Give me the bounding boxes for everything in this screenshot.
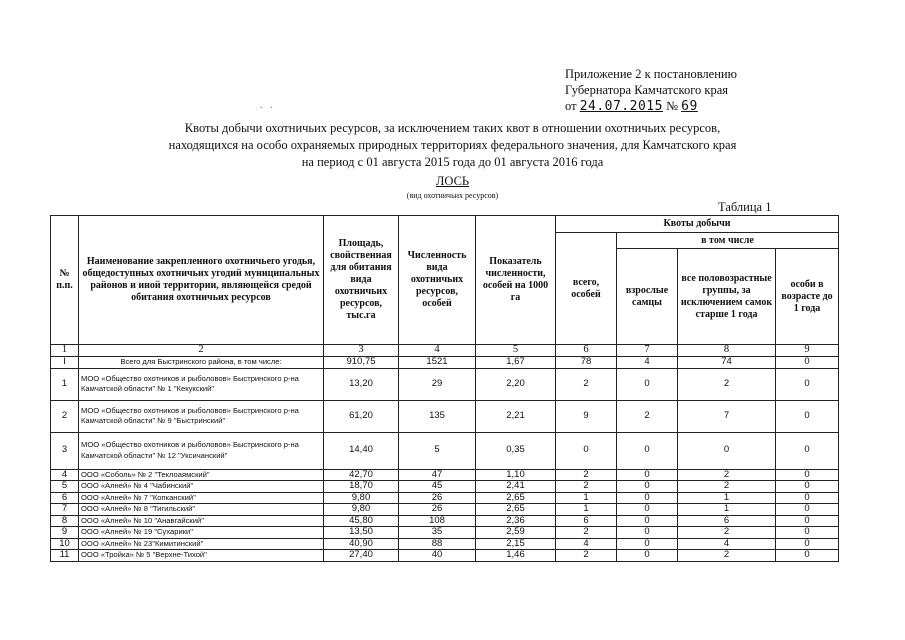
row-all-ages: 2 — [678, 368, 776, 400]
row-population: 35 — [399, 527, 476, 539]
row-total: 4 — [556, 538, 617, 550]
header-area: Площадь, свойственная для обитания вида охотничьих ресурсов, тыс.га — [324, 216, 399, 345]
column-index-cell: 5 — [476, 345, 556, 357]
row-area: 13,50 — [324, 527, 399, 539]
column-index-row — [51, 345, 839, 357]
appendix-line-3 — [565, 98, 737, 115]
row-adult-males: 4 — [617, 356, 678, 368]
row-area: 40,90 — [324, 538, 399, 550]
table-row — [51, 368, 839, 400]
row-population: 47 — [399, 469, 476, 481]
table-body — [51, 345, 839, 562]
header-name: Наименование закрепленного охотничьего угодья, общедоступных охотничьих угодий муниципальных районов и иной территории, являющейся средой обитания охотничьих ресурсов — [79, 216, 324, 345]
row-adult-males: 0 — [617, 368, 678, 400]
table-row — [51, 481, 839, 493]
row-all-ages: 2 — [678, 550, 776, 562]
row-under-one: 0 — [776, 432, 839, 469]
column-index-cell: 3 — [324, 345, 399, 357]
row-number: I — [51, 356, 79, 368]
row-name: МОО «Общество охотников и рыболовов» Быстринского р-на Камчатской области" № 9 "Быстринский" — [79, 400, 324, 432]
row-name: Всего для Быстринского района, в том числе: — [79, 356, 324, 368]
row-total: 2 — [556, 469, 617, 481]
table-row — [51, 400, 839, 432]
row-area: 61,20 — [324, 400, 399, 432]
row-density: 2,36 — [476, 515, 556, 527]
row-all-ages: 7 — [678, 400, 776, 432]
table-row — [51, 492, 839, 504]
row-total: 9 — [556, 400, 617, 432]
header-quota: Квоты добычи — [556, 216, 839, 233]
column-index-cell: 1 — [51, 345, 79, 357]
row-area: 42,70 — [324, 469, 399, 481]
row-population: 29 — [399, 368, 476, 400]
row-name: ООО «Алней» № 4 "Чабинский" — [79, 481, 324, 493]
row-all-ages: 74 — [678, 356, 776, 368]
row-number: 7 — [51, 504, 79, 516]
row-number: 1 — [51, 368, 79, 400]
row-all-ages: 2 — [678, 481, 776, 493]
header-adult-males: взрослые самцы — [617, 249, 678, 345]
document-title — [0, 120, 905, 171]
row-all-ages: 4 — [678, 538, 776, 550]
column-index-cell: 7 — [617, 345, 678, 357]
row-number: 8 — [51, 515, 79, 527]
title-line-2: находящихся на особо охраняемых природных территориях федерального значения, для Камчатского края — [168, 138, 737, 152]
row-number: 2 — [51, 400, 79, 432]
row-density: 2,21 — [476, 400, 556, 432]
header-population: Численность вида охотничьих ресурсов, особей — [399, 216, 476, 345]
row-under-one: 0 — [776, 469, 839, 481]
row-all-ages: 0 — [678, 432, 776, 469]
row-population: 108 — [399, 515, 476, 527]
row-population: 26 — [399, 492, 476, 504]
row-all-ages: 6 — [678, 515, 776, 527]
row-area: 910,75 — [324, 356, 399, 368]
header-including: в том числе — [617, 233, 839, 249]
column-index-cell: 4 — [399, 345, 476, 357]
row-name: ООО «Алней» № 7 "Копканский" — [79, 492, 324, 504]
appendix-number-sign: № — [666, 99, 679, 113]
row-name: ООО «Алней» № 19 "Сухарики" — [79, 527, 324, 539]
appendix-prefix: от — [565, 99, 577, 113]
species-caption: (вид охотничьих ресурсов) — [406, 191, 499, 200]
scan-mark: . . — [260, 100, 273, 111]
row-under-one: 0 — [776, 492, 839, 504]
row-area: 13,20 — [324, 368, 399, 400]
row-number: 10 — [51, 538, 79, 550]
table-row — [51, 469, 839, 481]
row-name: ООО «Тройка» № 5 "Верхне-Тихой" — [79, 550, 324, 562]
row-name: МОО «Общество охотников и рыболовов» Быстринского р-на Камчатской области" № 12 "Уксичанский" — [79, 432, 324, 469]
row-adult-males: 0 — [617, 504, 678, 516]
header-num: № п.п. — [51, 216, 79, 345]
title-line-3: на период с 01 августа 2015 года до 01 августа 2016 года — [301, 155, 604, 169]
column-index-cell: 6 — [556, 345, 617, 357]
row-number: 5 — [51, 481, 79, 493]
row-population: 88 — [399, 538, 476, 550]
row-adult-males: 0 — [617, 527, 678, 539]
row-under-one: 0 — [776, 515, 839, 527]
row-density: 2,65 — [476, 504, 556, 516]
row-total: 1 — [556, 504, 617, 516]
row-under-one: 0 — [776, 356, 839, 368]
appendix-line-1: Приложение 2 к постановлению — [565, 67, 737, 81]
header-under-one: особи в возрасте до 1 года — [776, 249, 839, 345]
row-total: 2 — [556, 368, 617, 400]
row-name: ООО «Алней» № 8 "Тигильский" — [79, 504, 324, 516]
row-density: 2,65 — [476, 492, 556, 504]
row-total: 2 — [556, 481, 617, 493]
table-row — [51, 538, 839, 550]
appendix-line-2: Губернатора Камчатского края — [565, 83, 729, 97]
row-density: 1,46 — [476, 550, 556, 562]
row-population: 1521 — [399, 356, 476, 368]
row-adult-males: 0 — [617, 432, 678, 469]
row-adult-males: 0 — [617, 492, 678, 504]
header-all-ages: все половозрастные группы, за исключением самок старше 1 года — [678, 249, 776, 345]
row-all-ages: 1 — [678, 504, 776, 516]
table-row — [51, 527, 839, 539]
row-under-one: 0 — [776, 527, 839, 539]
column-index-cell: 2 — [79, 345, 324, 357]
row-name: ООО «Алней» № 23"Кимитинский" — [79, 538, 324, 550]
header-total: всего, особей — [556, 233, 617, 345]
row-under-one: 0 — [776, 368, 839, 400]
row-name: ООО «Соболь» № 2 "Теклоаямский" — [79, 469, 324, 481]
row-adult-males: 2 — [617, 400, 678, 432]
row-all-ages: 2 — [678, 527, 776, 539]
row-total: 1 — [556, 492, 617, 504]
row-number: 3 — [51, 432, 79, 469]
quota-table — [50, 215, 839, 562]
row-population: 26 — [399, 504, 476, 516]
row-number: 9 — [51, 527, 79, 539]
row-total: 2 — [556, 527, 617, 539]
row-name: ООО «Алней» № 10 "Анавгайский" — [79, 515, 324, 527]
row-adult-males: 0 — [617, 469, 678, 481]
row-area: 18,70 — [324, 481, 399, 493]
column-index-cell: 9 — [776, 345, 839, 357]
table-row — [51, 432, 839, 469]
row-under-one: 0 — [776, 400, 839, 432]
table-label: Таблица 1 — [718, 200, 772, 214]
row-density: 2,41 — [476, 481, 556, 493]
table-header — [51, 216, 839, 345]
row-density: 1,10 — [476, 469, 556, 481]
row-name: МОО «Общество охотников и рыболовов» Быстринского р-на Камчатской области" № 1 "Кекукский" — [79, 368, 324, 400]
table-row — [51, 550, 839, 562]
row-density: 2,59 — [476, 527, 556, 539]
row-total: 78 — [556, 356, 617, 368]
row-under-one: 0 — [776, 481, 839, 493]
row-total: 2 — [556, 550, 617, 562]
row-area: 9,80 — [324, 504, 399, 516]
row-adult-males: 0 — [617, 515, 678, 527]
appendix-number: 69 — [681, 99, 698, 114]
row-area: 9,80 — [324, 492, 399, 504]
table-row — [51, 515, 839, 527]
table-row — [51, 356, 839, 368]
column-index-cell: 8 — [678, 345, 776, 357]
row-adult-males: 0 — [617, 550, 678, 562]
row-area: 27,40 — [324, 550, 399, 562]
row-number: 6 — [51, 492, 79, 504]
row-population: 135 — [399, 400, 476, 432]
row-number: 11 — [51, 550, 79, 562]
row-total: 0 — [556, 432, 617, 469]
species-name: ЛОСЬ — [435, 174, 470, 188]
header-density: Показатель численности, особей на 1000 га — [476, 216, 556, 345]
row-density: 0,35 — [476, 432, 556, 469]
row-density: 2,15 — [476, 538, 556, 550]
title-line-1: Квоты добычи охотничьих ресурсов, за исключением таких квот в отношении охотничьих ресурсов, — [184, 121, 721, 135]
row-area: 14,40 — [324, 432, 399, 469]
appendix-block — [565, 66, 737, 115]
row-under-one: 0 — [776, 550, 839, 562]
row-population: 40 — [399, 550, 476, 562]
row-adult-males: 0 — [617, 481, 678, 493]
appendix-date: 24.07.2015 — [579, 99, 663, 114]
row-density: 1,67 — [476, 356, 556, 368]
row-population: 5 — [399, 432, 476, 469]
row-all-ages: 2 — [678, 469, 776, 481]
row-number: 4 — [51, 469, 79, 481]
row-area: 45,80 — [324, 515, 399, 527]
row-all-ages: 1 — [678, 492, 776, 504]
row-population: 45 — [399, 481, 476, 493]
row-density: 2,20 — [476, 368, 556, 400]
row-under-one: 0 — [776, 504, 839, 516]
row-adult-males: 0 — [617, 538, 678, 550]
row-under-one: 0 — [776, 538, 839, 550]
row-total: 6 — [556, 515, 617, 527]
table-row — [51, 504, 839, 516]
